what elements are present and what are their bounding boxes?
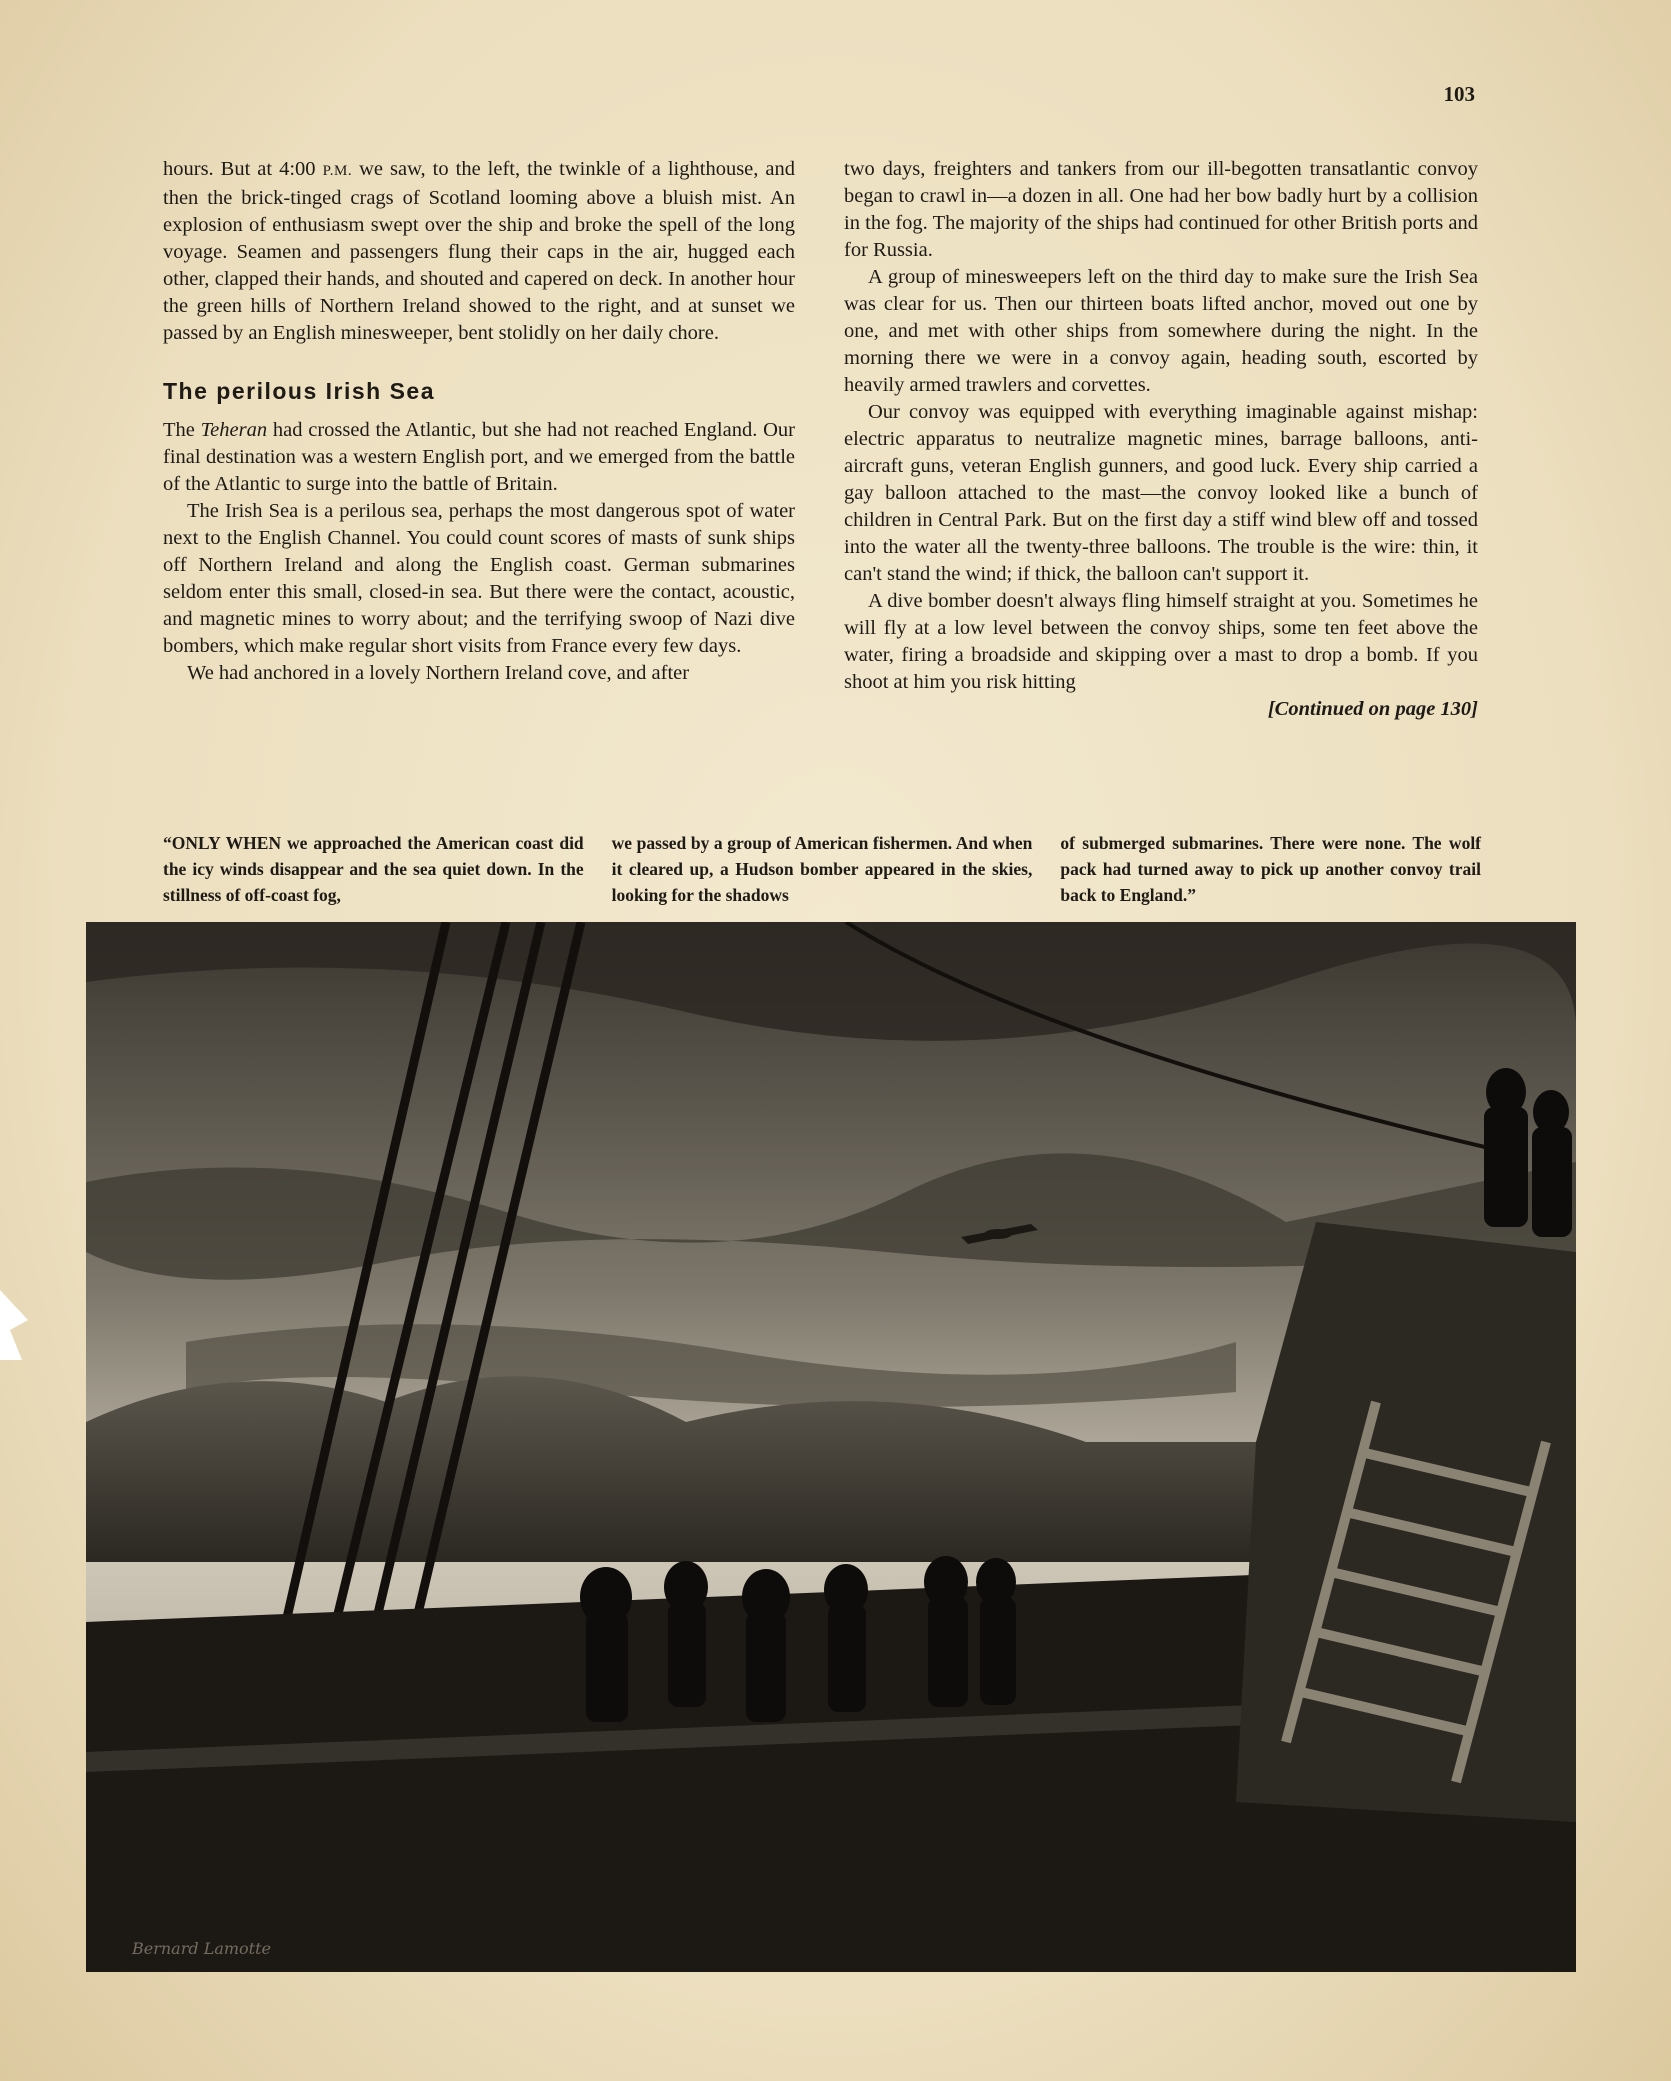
right-text-column — [844, 156, 1478, 723]
caption-column-2: we passed by a group of American fishermen. And when it cleared up, a Hudson bomber appeared in the skies, looking for the shadows — [611, 833, 1033, 905]
caption-column-3: of submerged submarines. There were none. The wolf pack had turned away to pick up another convoy trail back to England.” — [1060, 833, 1482, 905]
left-paragraph-3: The Irish Sea is a perilous sea, perhaps the most dangerous spot of water next to the English Channel. You could count scores of masts of sunk ships off Northern Ireland and along the English coast. German submarines seldom enter this small, closed-in sea. But there were the contact, acoustic, and magnetic mines to worry about; and the terrifying swoop of Nazi dive bombers, which make regular short visits from France every few days. — [163, 500, 795, 657]
right-paragraph-3: Our convoy was equipped with everything imaginable against mishap: electric apparatus to neutralize magnetic mines, barrage balloons, anti-aircraft guns, veteran English gunners, and good luck. Every ship carried a gay balloon attached to the mast—the convoy looked like a bunch of children in Central Park. But on the first day a stiff wind blew off and tossed into the water all the twenty-three balloons. The trouble is the wire: thin, it can't stand the wind; if thick, the balloon can't support it. — [844, 401, 1478, 585]
left-paragraph-2: The Teheran had crossed the Atlantic, but she had not reached England. Our final destination was a western English port, and we emerged from the battle of the Atlantic to surge into the battle of Britain. — [163, 419, 796, 495]
ship-deck-illustration — [86, 922, 1576, 1972]
section-heading: The perilous Irish Sea — [163, 378, 436, 404]
right-paragraph-2: A group of minesweepers left on the third day to make sure the Irish Sea was clear for us. Then our thirteen boats lifted anchor, moved out one by one, and met with other ships from somewhere during the night. In the morning there we were in a convoy again, heading south, escorted by heavily armed trawlers and corvettes. — [844, 266, 1478, 396]
illustration-caption — [163, 830, 1481, 908]
ink-wash-drawing — [86, 922, 1576, 1972]
left-paragraph-4: We had anchored in a lovely Northern Ireland cove, and after — [187, 662, 690, 684]
page-number: 103 — [1443, 82, 1475, 106]
continued-link[interactable]: [Continued on page 130] — [1267, 698, 1478, 720]
left-text-column — [163, 156, 795, 687]
artist-signature: Bernard Lamotte — [132, 1939, 271, 1958]
right-paragraph-4: A dive bomber doesn't always fling himself straight at you. Sometimes he will fly at a low level between the convoy ships, some ten feet above the water, firing a broadside and skipping over a mast to drop a bomb. If you shoot at him you risk hitting — [844, 590, 1478, 693]
page-tear-notch — [0, 1290, 30, 1360]
caption-column-1: “ONLY WHEN we approached the American coast did the icy winds disappear and the sea quiet down. In the stillness of off-coast fog, — [163, 833, 584, 905]
right-paragraph-1: two days, freighters and tankers from our ill-begotten transatlantic convoy began to crawl in—a dozen in all. One had her bow badly hurt by a collision in the fog. The majority of the ships had continued for other British ports and for Russia. — [844, 158, 1478, 261]
left-paragraph-1: hours. But at 4:00 P.M. we saw, to the left, the twinkle of a lighthouse, and then the brick-tinged crags of Scotland looming above a bluish mist. An explosion of enthusiasm swept over the ship and broke the spell of the long voyage. Seamen and passengers flung their caps in the air, hugged each other, clapped their hands, and shouted and capered on deck. In another hour the green hills of Northern Ireland showed to the right, and at sunset we passed by an English minesweeper, bent stolidly on her daily chore. — [163, 158, 795, 344]
